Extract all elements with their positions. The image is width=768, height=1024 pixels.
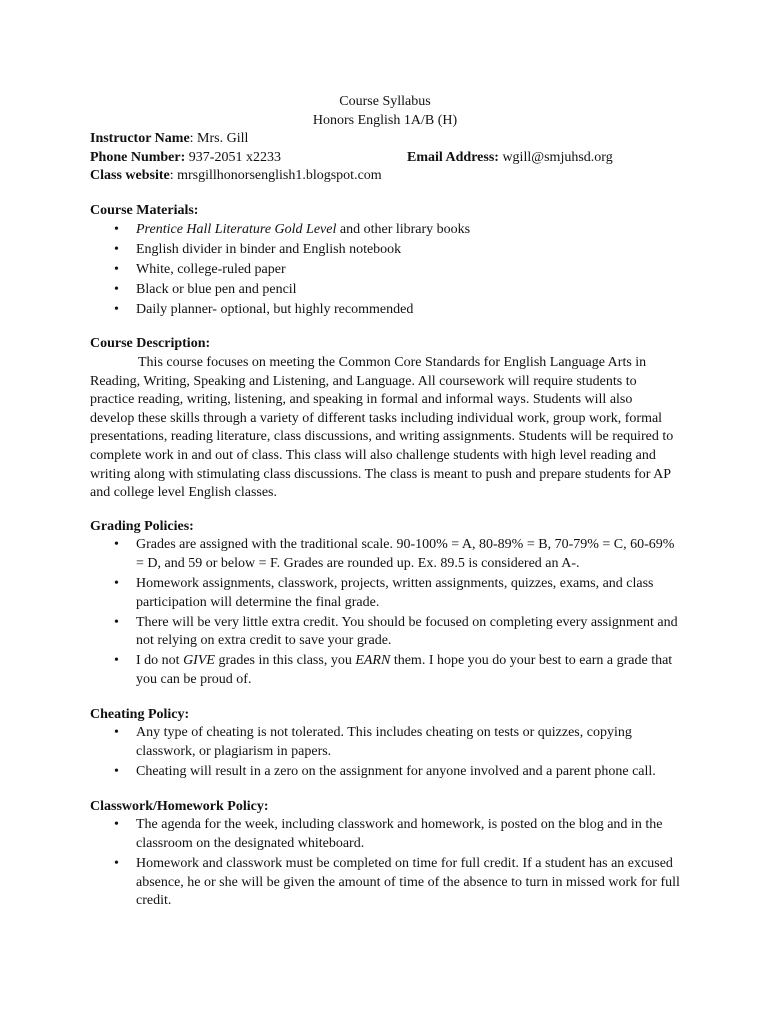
list-item: • Prentice Hall Literature Gold Level and other library books xyxy=(90,221,680,240)
description-paragraph: This course focuses on meeting the Common Core Standards for English Language Arts in Reading, Writing, Speaking and Listening, and Language. All coursework will require students to practice reading, writing, listening, and speaking in formal and informal ways. Students will also develop these skills through a variety of different tasks including individual work, group work, formal presentations, reading literature, class discussions, and writing assignments. Students will be required to complete work in and out of class. This class will also challenge students with high level reading and writing along with stimulating class discussions. The class is meant to push and prepare students for AP and college level English classes. xyxy=(90,355,674,501)
materials-section xyxy=(90,202,680,319)
emphasis-earn: EARN xyxy=(355,653,391,669)
materials-list xyxy=(90,221,680,320)
list-item: • White, college-ruled paper xyxy=(90,261,680,280)
list-item: • I do not GIVE grades in this class, you EARN them. I hope you do your best to earn a grade that you can be proud of. xyxy=(114,653,673,687)
document-title: Course Syllabus xyxy=(339,94,431,109)
bullet-icon: • xyxy=(114,261,119,277)
instructor-label: Instructor Name xyxy=(90,131,190,147)
instructor-value: : Mrs. Gill xyxy=(189,131,249,147)
list-item: • Daily planner- optional, but highly recommended xyxy=(90,301,680,320)
instructor-line xyxy=(90,130,680,149)
email-block xyxy=(407,149,613,168)
list-item: • Homework assignments, classwork, projects, written assignments, quizzes, exams, and class participation will determine the final grade. xyxy=(114,576,654,610)
website-value: : mrsgillhonorsenglish1.blogspot.com xyxy=(169,168,382,184)
list-item: • Black or blue pen and pencil xyxy=(90,281,680,300)
classwork-heading: Classwork/Homework Policy: xyxy=(90,798,269,814)
phone-label: Phone Number: xyxy=(90,149,186,165)
email-label: Email Address: xyxy=(407,149,499,165)
email-value: wgill@smjuhsd.org xyxy=(498,149,613,165)
bullet-icon: • xyxy=(114,537,119,553)
bullet-icon: • xyxy=(114,281,119,297)
syllabus-content xyxy=(90,93,680,912)
classwork-section xyxy=(90,798,680,911)
cheating-heading: Cheating Policy: xyxy=(90,706,190,722)
materials-heading: Course Materials: xyxy=(90,202,199,218)
list-item: • Homework and classwork must be completed on time for full credit. If a student has an excused absence, he or she will be given the amount of time of the absence to turn in missed work for full credit. xyxy=(114,856,680,909)
bullet-icon: • xyxy=(114,725,119,741)
list-item: • Any type of cheating is not tolerated. This includes cheating on tests or quizzes, copying classwork, or plagiarism in papers. xyxy=(114,725,632,759)
bullet-icon: • xyxy=(114,763,119,779)
website-label: Class website xyxy=(90,168,170,184)
bullet-icon: • xyxy=(114,221,119,237)
textbook-title: Prentice Hall Literature Gold Level xyxy=(136,221,337,237)
classwork-list xyxy=(90,816,680,910)
list-item: • There will be very little extra credit. You should be focused on completing every assignment and not relying on extra credit to save your grade. xyxy=(114,614,678,649)
bullet-icon: • xyxy=(114,817,119,833)
phone-value: 937-2051 x2233 xyxy=(185,149,281,165)
list-item: • The agenda for the week, including classwork and homework, is posted on the blog and in the classroom on the designated whiteboard. xyxy=(114,817,663,852)
contact-line xyxy=(90,149,680,168)
description-heading: Course Description: xyxy=(90,336,211,352)
bullet-icon: • xyxy=(114,301,119,317)
emphasis-give: GIVE xyxy=(183,653,215,669)
bullet-icon: • xyxy=(114,576,119,591)
list-item: • English divider in binder and English notebook xyxy=(90,241,680,260)
description-section xyxy=(90,335,680,502)
grading-list xyxy=(90,536,680,689)
bullet-icon: • xyxy=(114,856,119,872)
list-item: • Grades are assigned with the traditional scale. 90-100% = A, 80-89% = B, 70-79% = C, 60-69% = D, and 59 or below = F. Grades are rounded up. Ex. 89.5 is considered an A-. xyxy=(114,537,675,572)
grading-heading: Grading Policies: xyxy=(90,518,194,534)
bullet-icon: • xyxy=(114,614,119,630)
bullet-icon: • xyxy=(114,241,119,257)
website-line xyxy=(90,167,680,186)
grading-section xyxy=(90,518,680,690)
list-item: • Cheating will result in a zero on the assignment for anyone involved and a parent phone call. xyxy=(90,763,680,782)
cheating-list xyxy=(90,724,680,781)
course-name: Honors English 1A/B (H) xyxy=(312,112,458,128)
bullet-icon: • xyxy=(114,653,119,669)
cheating-section xyxy=(90,706,680,782)
